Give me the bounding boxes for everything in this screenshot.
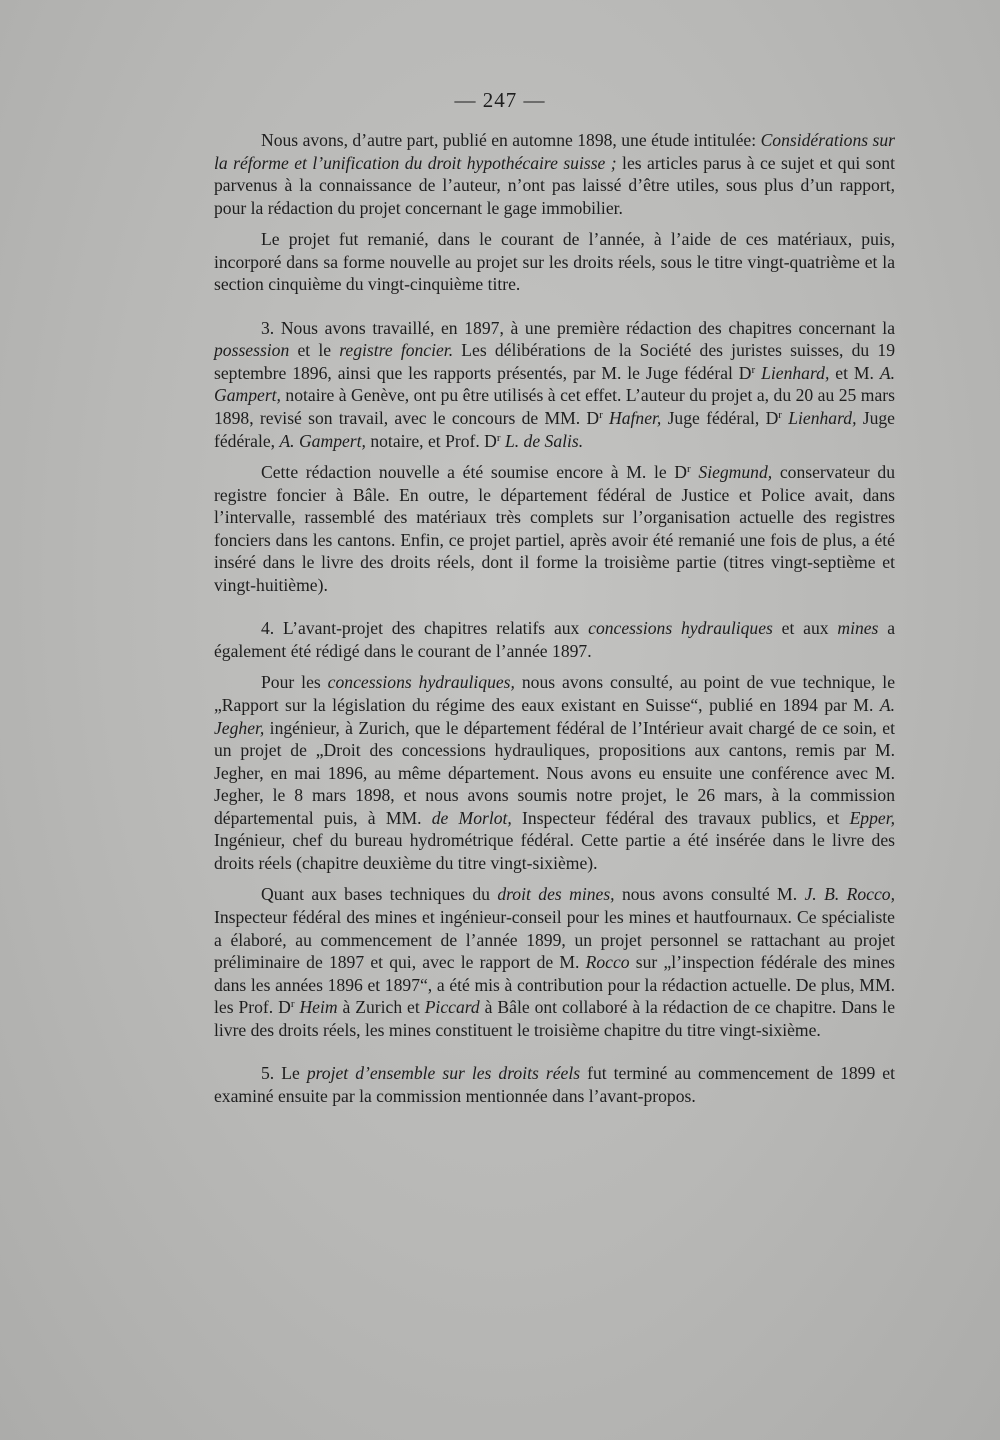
- paragraph-section-4-concessions: [214, 617, 895, 662]
- paragraph-new-redaction: [214, 461, 895, 596]
- italic-text: A. Gampert,: [214, 362, 896, 406]
- text-run: Nous avons, d’autre part, publié en automne 1898, une étude intitulée:: [261, 130, 761, 150]
- italic-text: Epper,: [849, 807, 896, 828]
- superscript-text: r: [778, 409, 782, 422]
- text-run: Cette rédaction nouvelle a été soumise encore à M. le D: [261, 462, 688, 483]
- italic-text: Hafner,: [609, 408, 662, 429]
- superscript-text: r: [751, 363, 756, 376]
- italic-text: A. Gampert,: [279, 430, 366, 451]
- text-run: Juge fédérale,: [214, 408, 895, 451]
- text-run: Les délibérations de la Société des juristes suisses, du 19 septembre 1896, ainsi que les rapports présentés, par M. le Juge fédéral D: [214, 340, 896, 383]
- text-run: Inspecteur fédéral des travaux publics, et: [511, 807, 850, 828]
- italic-text: projet d’ensemble sur les droits réels: [306, 1063, 581, 1084]
- body-text: [214, 129, 895, 1107]
- text-run: Le projet fut remanié, dans le courant de l’année, à l’aide de ces matériaux, puis, incorporé dans sa forme nouvelle au projet sur les droits réels, sous le titre vingt-quatrième et la section cinquième du vingt-cinquième titre.: [214, 229, 895, 295]
- text-run: nous avons consulté M.: [614, 884, 805, 905]
- italic-text: J. B. Rocco,: [804, 884, 895, 905]
- italic-text: mines: [837, 618, 879, 639]
- text-run: nous avons consulté, au point de vue technique, le „Rapport sur la législation du régime des eaux existant en Suisse“, publié en 1894 par M.: [214, 672, 896, 716]
- text-run: a également été rédigé dans le courant de l’année 1897.: [214, 618, 896, 661]
- text-run: à Zurich et: [337, 997, 425, 1018]
- text-run: et le: [289, 340, 340, 361]
- italic-text: droit des mines,: [497, 884, 615, 905]
- text-run: Pour les: [261, 672, 328, 693]
- italic-text: registre foncier.: [339, 340, 454, 361]
- superscript-text: r: [496, 431, 501, 444]
- text-run: Ingénieur, chef du bureau hydrométrique fédéral. Cette partie a été insérée dans le livre des droits réels (chapitre deuxième du titre vingt-sixième).: [214, 830, 895, 873]
- text-run: les articles parus à ce sujet et qui sont parvenus à la connaissance de l’auteur, n’ont pas laissé d’être utiles, sous plus d’un rapport, pour la rédaction du projet concernant le gage immobilier.: [214, 152, 895, 218]
- superscript-text: r: [599, 409, 603, 422]
- italic-text: A. Jegher,: [214, 695, 895, 738]
- italic-text: Piccard: [424, 997, 480, 1018]
- text-run: et M.: [829, 362, 880, 383]
- paragraph-project-revised: [214, 228, 895, 296]
- paragraph-section-5-overall-project: [214, 1062, 895, 1107]
- text-run: à Bâle ont collaboré à la rédaction de ce chapitre. Dans le livre des droits réels, les mines constituent le troisième chapitre du titre vingt-sixième.: [214, 997, 896, 1040]
- text-run: notaire, et Prof. D: [365, 430, 497, 451]
- text-run: 5. Le: [261, 1063, 307, 1084]
- text-run: conservateur du registre foncier à Bâle. En outre, le département fédéral de Justice et Police avait, dans l’intervalle, rassemblé des matériaux très complets sur l’organisation actuelle des registres fonciers dans les cantons. Enfin, ce projet partiel, après avoir été remanié une fois de plus, a été inséré dans le livre des droits réels, dont il forme la troisième partie (titres vingt-septième et vingt-huitième).: [214, 462, 896, 595]
- paragraph-section-3-possession: [214, 317, 895, 452]
- italic-text: Rocco: [585, 952, 630, 973]
- italic-text: L. de Salis.: [504, 430, 584, 451]
- italic-text: Siegmund,: [698, 462, 773, 483]
- italic-text: Heim: [299, 997, 338, 1018]
- text-run: notaire à Genève, ont pu être utilisés à cet effet. L’auteur du projet a, du 20 au 25 mars 1898, revisé son travail, avec le concours de MM. D: [214, 385, 895, 429]
- page-number: — 247 —: [454, 88, 546, 112]
- italic-text: possession: [214, 340, 290, 361]
- text-run: et aux: [772, 618, 838, 639]
- superscript-text: r: [687, 463, 691, 476]
- italic-text: concessions hydrauliques: [588, 618, 773, 639]
- text-run: Inspecteur fédéral des mines et ingénieur-conseil pour les mines et hautfournaux. Ce spécialiste a élaboré, au commencement de l’année 1899, un projet personnel se rattachant au projet préliminaire de 1897 et qui, avec le rapport de M.: [214, 906, 895, 973]
- italic-text: Lienhard,: [788, 408, 857, 429]
- paragraph-hydraulic-concessions: [214, 671, 895, 874]
- italic-text: Lienhard,: [761, 362, 830, 383]
- paragraph-mining-law: [214, 883, 895, 1041]
- text-run: sur „l’inspection fédérale des mines dans les années 1896 et 1897“, a été mis à contribution pour la rédaction actuelle. De plus, MM. les Prof. D: [214, 952, 895, 1018]
- italic-text: Considérations sur la réforme et l’unification du droit hypothécaire suisse ;: [214, 130, 896, 173]
- text-run: Juge fédéral, D: [661, 408, 779, 429]
- italic-text: concessions hydrauliques,: [327, 672, 515, 693]
- text-run: 3. Nous avons travaillé, en 1897, à une première rédaction des chapitres concernant la: [261, 317, 895, 338]
- italic-text: de Morlot,: [431, 807, 512, 828]
- text-run: ingénieur, à Zurich, que le département fédéral de l’Intérieur avait chargé de ce soin, et un projet de „Droit des concessions hydrauliques, propositions aux cantons, remis par M. Jegher, en mai 1896, au même département. Nous avons eu ensuite une conférence avec M. Jegher, le 8 mars 1898, et nous avons soumis notre projet, le 26 mars, à la commission départemental puis, à MM.: [214, 717, 895, 828]
- paragraph-hypothecary-study: [214, 129, 895, 219]
- text-run: fut terminé au commencement de 1899 et examiné ensuite par la commission mentionnée dans l’avant-propos.: [214, 1063, 895, 1106]
- superscript-text: r: [290, 998, 295, 1011]
- text-run: Quant aux bases techniques du: [261, 884, 498, 905]
- text-run: 4. L’avant-projet des chapitres relatifs aux: [261, 618, 589, 639]
